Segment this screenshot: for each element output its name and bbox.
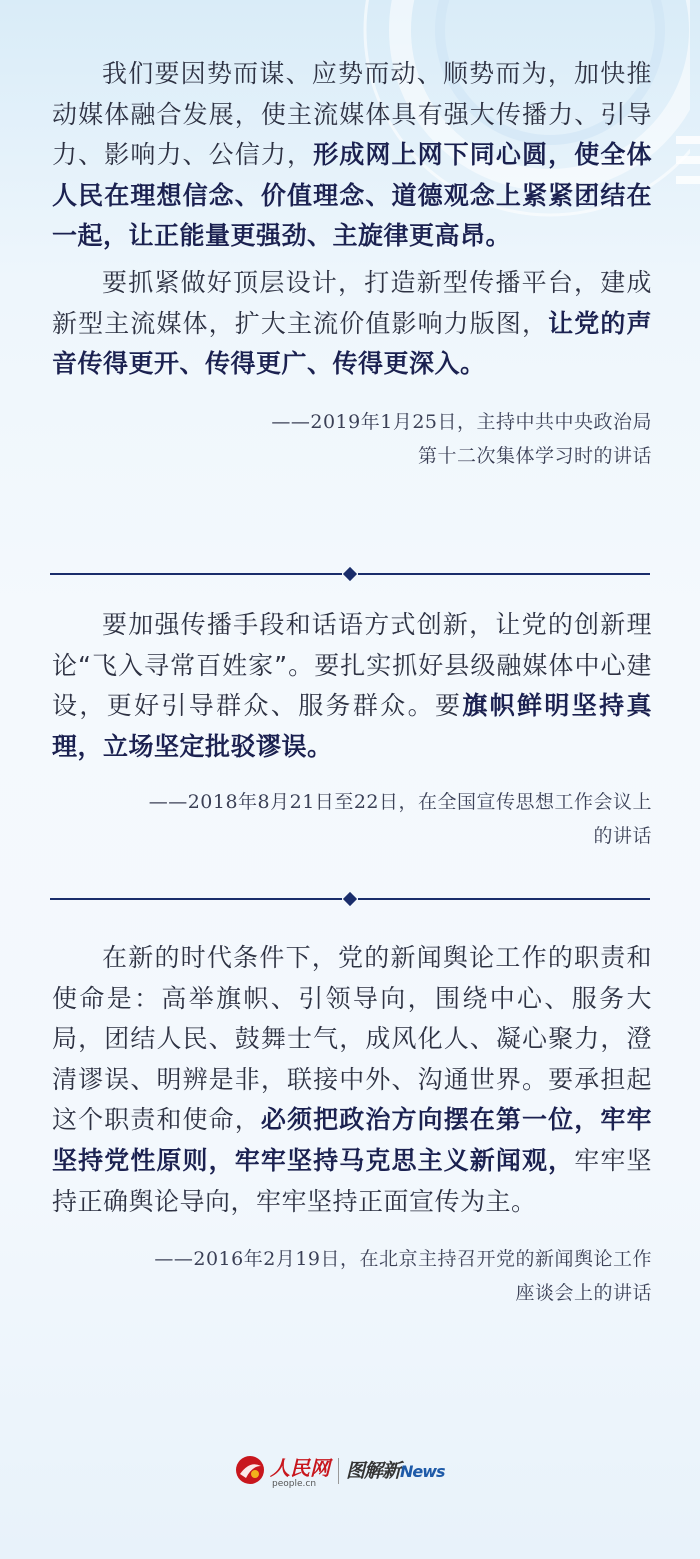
quote-2019-source-line-1: ——2019年1月25日，主持中共中央政治局 — [271, 410, 652, 433]
quote-2019-source-line-2: 第十二次集体学习时的讲话 — [417, 444, 652, 467]
quote-2018-paragraph-1 — [52, 605, 652, 767]
footer-logo-separator — [338, 1458, 339, 1484]
tujie-news-logo-news: News — [400, 1462, 445, 1481]
divider-line-right — [358, 898, 650, 900]
section-divider-2 — [50, 891, 650, 907]
quote-2018-source-line-1: ——2018年8月21日至22日，在全国宣传思想工作会议上 — [148, 791, 652, 814]
background-bars-decoration — [676, 130, 700, 190]
people-daily-logo-text: 人民网 — [270, 1456, 330, 1480]
quote-2019-bold-b: 让党的声音传得更开、传得更广、传得更深入。 — [52, 308, 652, 379]
tujie-news-logo-cn: 图解新 — [346, 1460, 401, 1482]
quote-2016-text-b: 牢牢坚持正确舆论导向，牢牢坚持正面宣传为主。 — [52, 1145, 652, 1216]
quote-2016-paragraph-1 — [52, 938, 652, 1222]
quote-2018 — [52, 605, 652, 853]
quote-2016-source-line-1: ——2016年2月19日，在北京主持召开党的新闻舆论工作 — [154, 1248, 652, 1271]
quote-2019-bold-a: 形成网上网下同心圆，使全体人民在理想信念、价值理念、道德观念上紧紧团结在一起，让正能量更强劲、主旋律更高昂。 — [52, 140, 652, 251]
tujie-news-logo — [346, 1456, 445, 1483]
people-daily-logo-url: people.cn — [272, 1479, 317, 1489]
quote-2018-text: 要加强传播手段和话语方式创新，让党的创新理论“飞入寻常百姓家”。要扎实抓好县级融媒体中心建设，更好引导群众、服务群众。要 — [52, 610, 652, 721]
quote-2019-text-b: 要抓紧做好顶层设计，打造新型传播平台，建成新型主流媒体，扩大主流价值影响力版图， — [52, 267, 652, 338]
people-daily-logo-icon — [234, 1454, 266, 1486]
divider-diamond — [343, 567, 357, 581]
quote-2016-source-line-2: 座谈会上的讲话 — [515, 1282, 652, 1305]
quote-2016-bold: 必须把政治方向摆在第一位，牢牢坚持党性原则，牢牢坚持马克思主义新闻观， — [52, 1105, 652, 1175]
quote-2016 — [52, 938, 652, 1310]
quote-2018-bold: 旗帜鲜明坚持真理，立场坚定批驳谬误。 — [52, 691, 652, 761]
quote-2019-paragraph-2 — [52, 263, 652, 385]
divider-diamond — [343, 892, 357, 906]
quote-2019 — [52, 54, 652, 473]
quote-2019-paragraph-1 — [52, 54, 652, 257]
divider-line-left — [50, 898, 342, 900]
quote-2019-source — [52, 405, 652, 473]
footer-logos — [0, 1452, 700, 1496]
quote-2016-source — [52, 1242, 652, 1310]
quote-2016-text-a: 在新的时代条件下，党的新闻舆论工作的职责和使命是：高举旗帜、引领导向，围绕中心、服务大局，团结人民、鼓舞士气，成风化人、凝心聚力，澄清谬误、明辨是非，联接中外、沟通世界。要承担起这个职责和使命， — [52, 943, 652, 1135]
section-divider-1 — [50, 566, 650, 582]
quote-2018-source — [52, 785, 652, 853]
divider-line-right — [358, 573, 650, 575]
quote-2018-source-line-2: 的讲话 — [593, 825, 652, 848]
divider-line-left — [50, 573, 342, 575]
quote-2019-text-a: 我们要因势而谋、应势而动、顺势而为，加快推动媒体融合发展，使主流媒体具有强大传播力、引导力、影响力、公信力， — [52, 59, 652, 170]
